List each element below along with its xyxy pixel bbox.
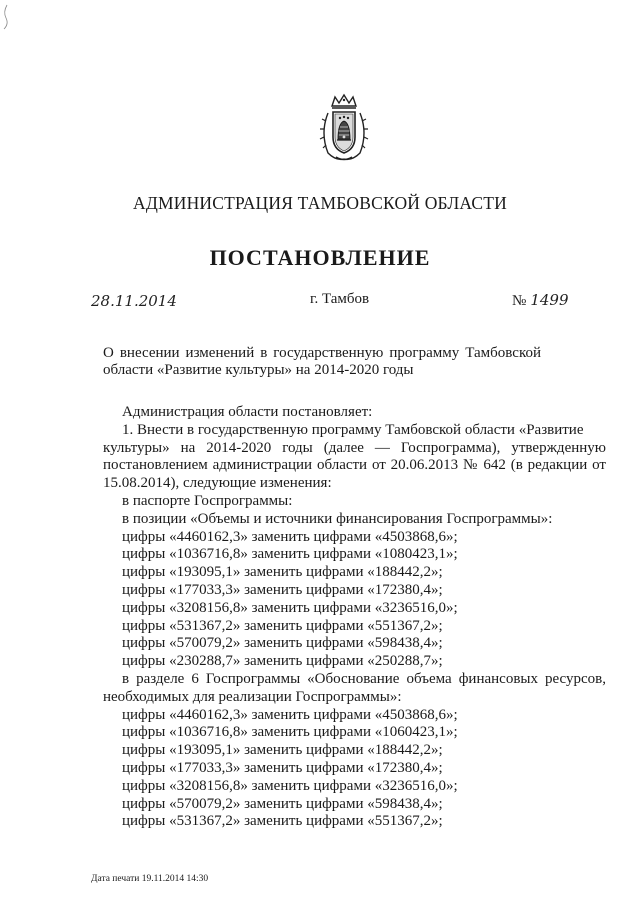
- paragraph-1-text: культуры» на 2014-2020 годы (далее — Госпрограмма), утвержденную постановлением администрации области от 20.06.2013 № 642 (в редакции от 15.08.2014), следующие изменения:: [103, 439, 606, 492]
- document-date: 28.11.2014: [91, 292, 177, 310]
- list-item: цифры «570079,2» заменить цифрами «598438,4»;: [122, 635, 443, 652]
- document-subject: О внесении изменений в государственную программу Тамбовской области «Развитие культуры» на 2014-2020 годы: [103, 345, 541, 378]
- document-type-title: ПОСТАНОВЛЕНИЕ: [209, 245, 431, 270]
- document-number: [512, 291, 569, 310]
- section-6-replacements-list: [103, 707, 606, 832]
- list-item: цифры «531367,2» заменить цифрами «551367,2»;: [122, 617, 443, 634]
- list-item: цифры «570079,2» заменить цифрами «598438,4»;: [122, 795, 443, 812]
- list-item: цифры «4460162,3» заменить цифрами «4503868,6»;: [122, 528, 458, 545]
- print-date-footer: Дата печати 19.11.2014 14:30: [91, 874, 209, 884]
- list-item: цифры «531367,2» заменить цифрами «551367,2»;: [122, 813, 443, 830]
- passport-heading: в паспорте Госпрограммы:: [122, 492, 293, 509]
- paragraph-1-first-line: 1. Внести в государственную программу Тамбовской области «Развитие: [122, 421, 584, 438]
- list-item: цифры «230288,7» заменить цифрами «250288,7»;: [122, 653, 443, 670]
- list-item: цифры «3208156,8» заменить цифрами «3236516,0»;: [122, 599, 458, 616]
- list-item: цифры «193095,1» заменить цифрами «188442,2»;: [122, 564, 443, 581]
- list-item: цифры «177033,3» заменить цифрами «172380,4»;: [122, 759, 443, 776]
- coat-of-arms-icon: [318, 93, 370, 163]
- list-item: цифры «193095,1» заменить цифрами «188442,2»;: [122, 742, 443, 759]
- section-6-heading-line-2: необходимых для реализации Госпрограммы»:: [103, 688, 402, 705]
- corner-scan-mark: [1, 4, 11, 30]
- list-item: цифры «1036716,8» заменить цифрами «1060423,1»;: [122, 724, 458, 741]
- position-heading: в позиции «Объемы и источники финансирования Госпрограммы»:: [122, 510, 553, 527]
- passport-replacements-list: [103, 529, 606, 671]
- list-item: цифры «3208156,8» заменить цифрами «3236516,0»;: [122, 777, 458, 794]
- resolution-intro: Администрация области постановляет:: [122, 404, 373, 420]
- document-number-value: 1499: [530, 291, 569, 309]
- list-item: цифры «4460162,3» заменить цифрами «4503868,6»;: [122, 706, 458, 723]
- document-body: [103, 404, 606, 831]
- number-sign: №: [512, 293, 527, 309]
- list-item: цифры «1036716,8» заменить цифрами «1080423,1»;: [122, 546, 458, 563]
- section-6-heading-line-1: в разделе 6 Госпрограммы «Обоснование объема финансовых ресурсов,: [122, 670, 606, 687]
- document-city: г. Тамбов: [310, 291, 370, 307]
- administration-title: АДМИНИСТРАЦИЯ ТАМБОВСКОЙ ОБЛАСТИ: [133, 193, 507, 213]
- list-item: цифры «177033,3» заменить цифрами «172380,4»;: [122, 581, 443, 598]
